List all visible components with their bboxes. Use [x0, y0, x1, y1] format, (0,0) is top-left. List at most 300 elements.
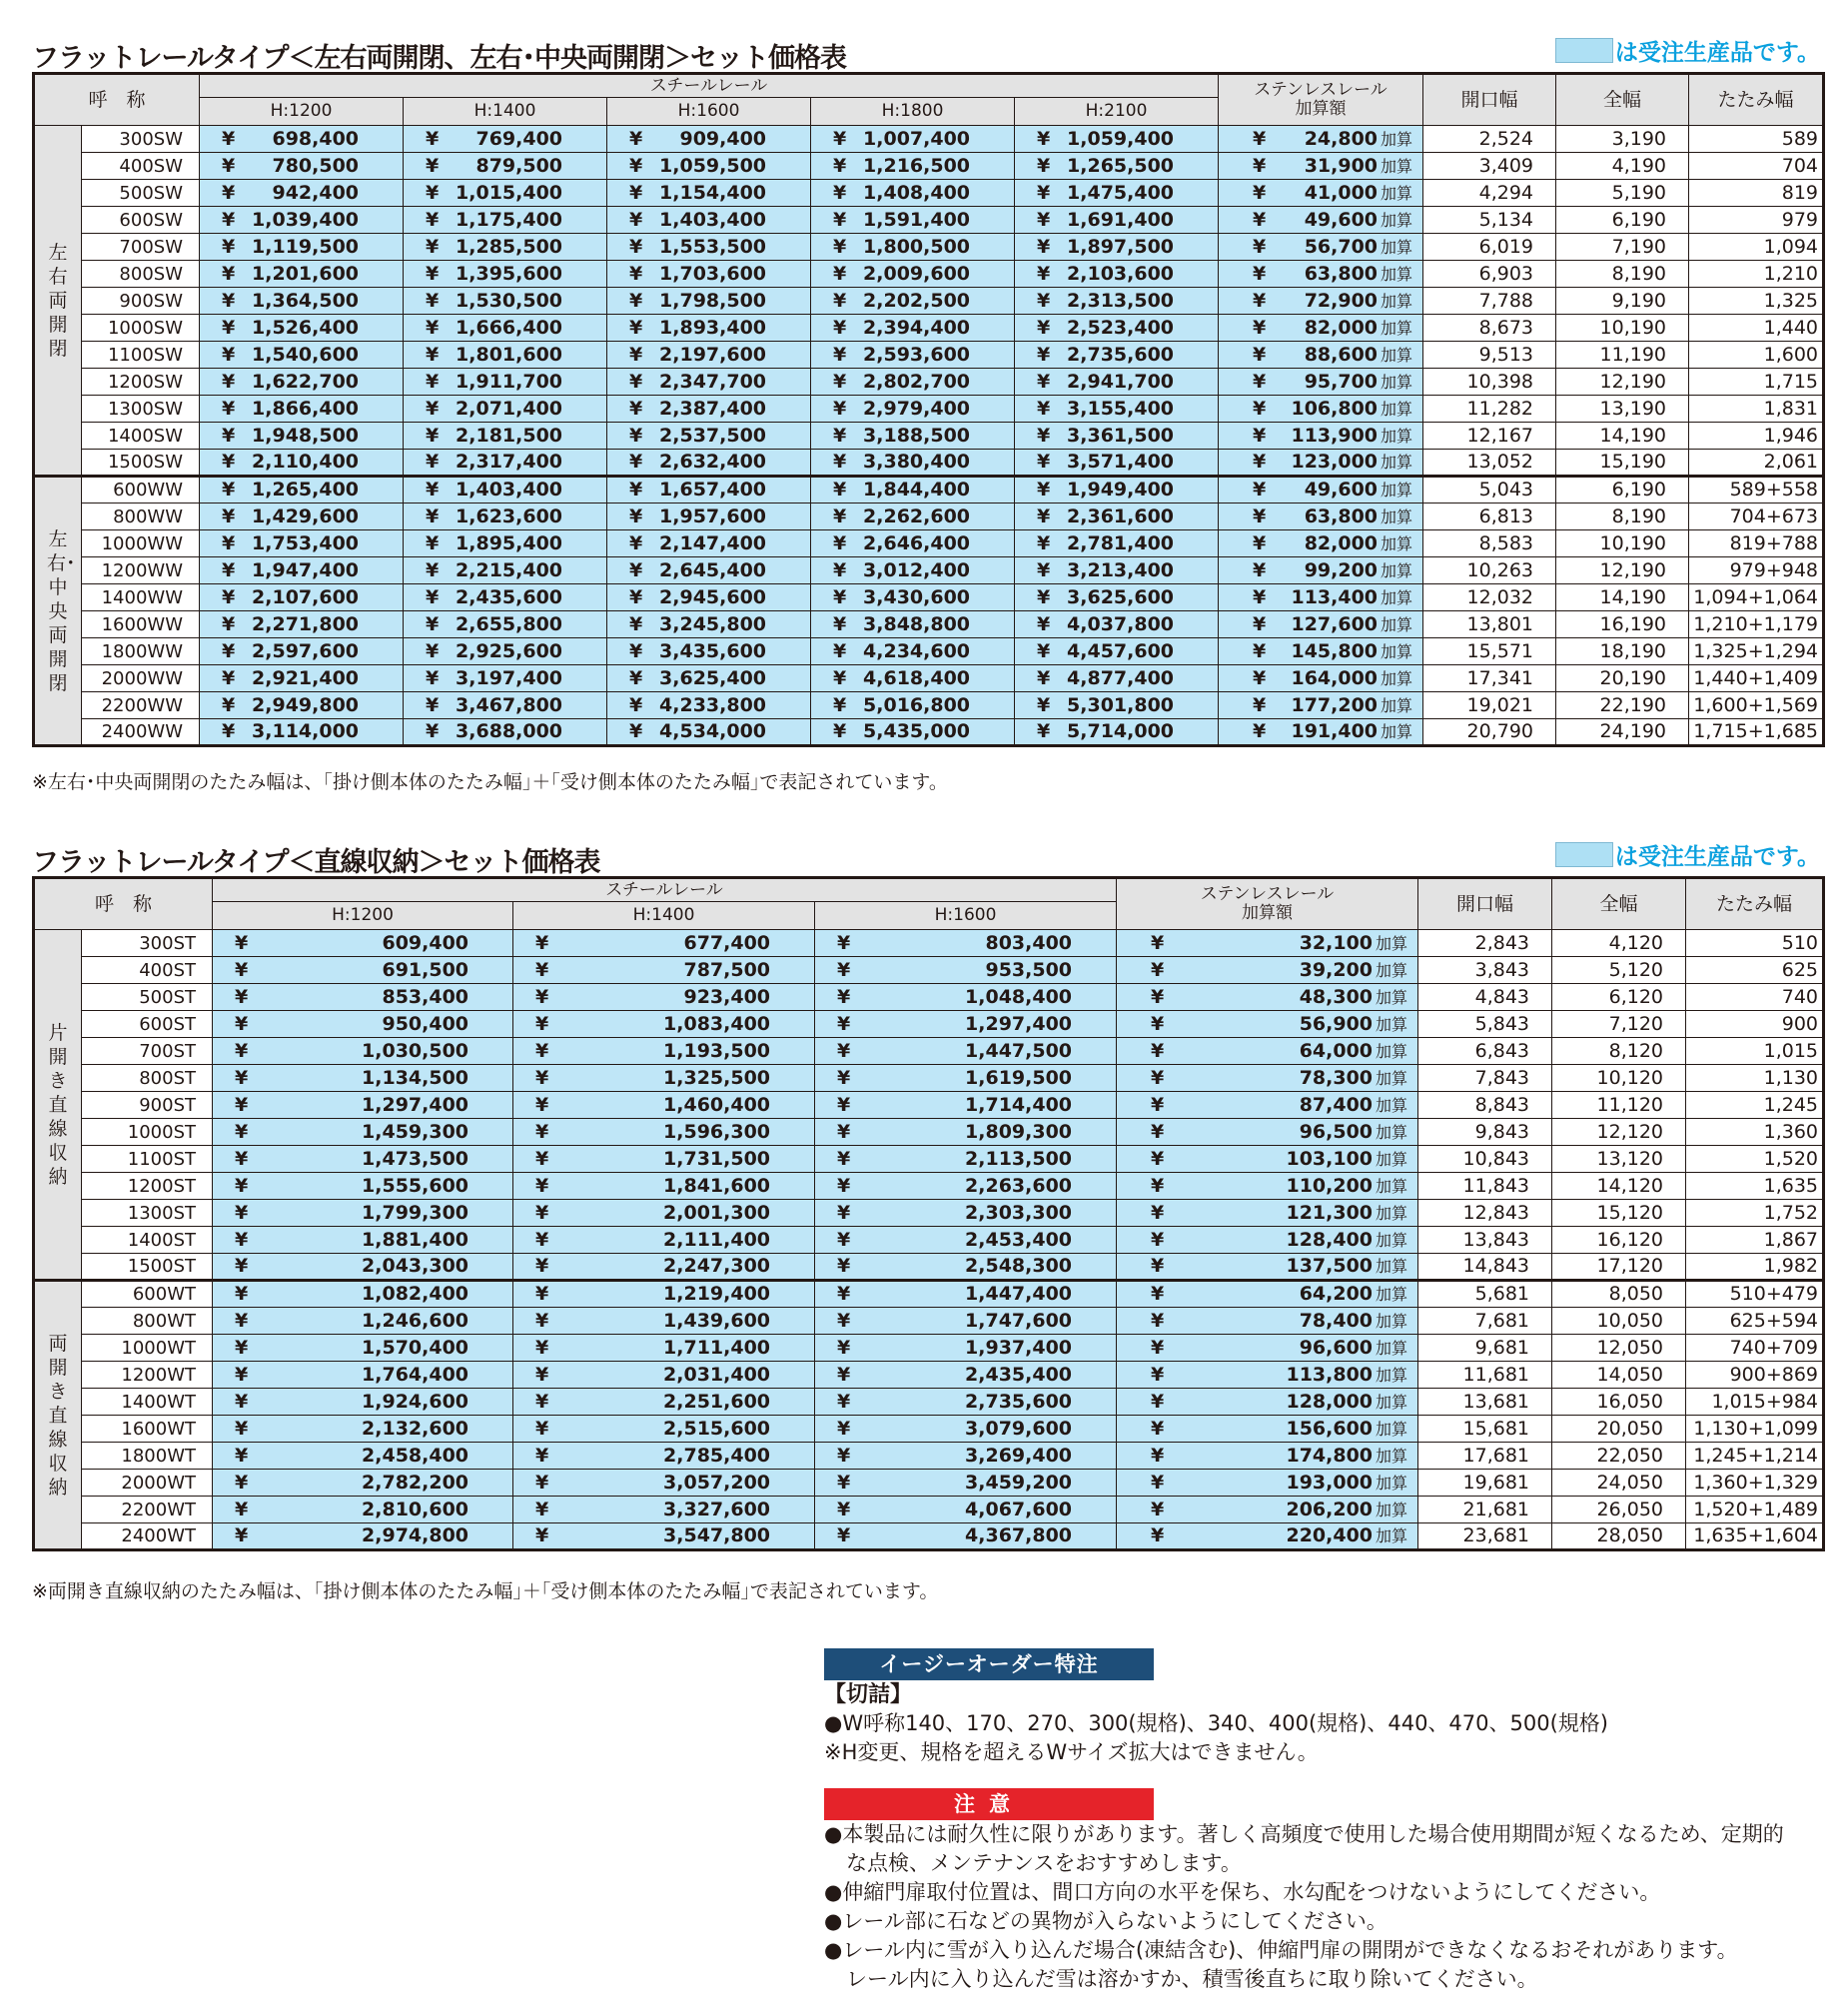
stainless-add-cell — [1219, 207, 1423, 234]
price-cell — [200, 261, 404, 288]
yen-sign: ¥ — [629, 289, 643, 312]
yen-sign: ¥ — [1037, 693, 1051, 716]
table-row — [34, 423, 1824, 450]
total-width: 8,120 — [1552, 1038, 1686, 1065]
folded-width: 1,440 — [1689, 315, 1824, 342]
yen-sign: ¥ — [1037, 558, 1051, 581]
stainless-add-cell — [1219, 288, 1423, 315]
stainless-add-value: 49,600 — [1304, 208, 1379, 231]
stainless-add-cell — [1117, 1011, 1418, 1038]
price-cell — [404, 557, 607, 584]
opening-width: 9,843 — [1418, 1119, 1552, 1146]
price-cell — [1015, 611, 1219, 638]
total-width: 7,190 — [1556, 234, 1689, 261]
price-cell — [811, 719, 1015, 746]
stainless-add-value: 110,200 — [1286, 1174, 1374, 1197]
yen-sign: ¥ — [426, 316, 440, 339]
price-cell — [213, 1470, 513, 1497]
model-name: 600WW — [82, 477, 200, 504]
price-value: 2,941,700 — [1067, 370, 1175, 393]
model-name: 1400ST — [82, 1227, 213, 1254]
price-cell — [1015, 315, 1219, 342]
total-width: 6,120 — [1552, 984, 1686, 1011]
price-cell — [815, 1092, 1117, 1119]
price-cell — [1015, 369, 1219, 396]
price-cell — [1015, 557, 1219, 584]
price-cell — [513, 1119, 815, 1146]
price-cell — [513, 1200, 815, 1227]
price-value: 1,447,500 — [965, 1039, 1073, 1062]
yen-sign: ¥ — [235, 1417, 249, 1440]
stainless-add-value: 156,600 — [1286, 1417, 1374, 1440]
total-width: 10,120 — [1552, 1065, 1686, 1092]
price-value: 1,947,400 — [252, 558, 360, 581]
price-cell — [513, 1308, 815, 1335]
total-width: 4,190 — [1556, 153, 1689, 180]
price-value: 1,798,500 — [659, 289, 767, 312]
price-cell — [1015, 396, 1219, 423]
table-row — [34, 1389, 1824, 1416]
folded-width: 1,245 — [1686, 1092, 1824, 1119]
add-label: 加算 — [1376, 1446, 1408, 1466]
yen-sign: ¥ — [1037, 181, 1051, 204]
table-1-title: フラットレールタイプ＜左右両開閉、左右･中央両開閉＞セット価格表 — [32, 43, 846, 74]
opening-width: 5,134 — [1423, 207, 1556, 234]
add-label: 加算 — [1376, 933, 1408, 953]
yen-sign: ¥ — [235, 1336, 249, 1359]
stainless-add-cell — [1117, 984, 1418, 1011]
total-width: 10,190 — [1556, 530, 1689, 557]
price-value: 2,979,400 — [863, 397, 971, 420]
yen-sign: ¥ — [837, 1524, 851, 1546]
yen-sign: ¥ — [1151, 1363, 1165, 1386]
yen-sign: ¥ — [629, 720, 643, 742]
folded-width: 1,094+1,064 — [1689, 584, 1824, 611]
add-label: 加算 — [1381, 426, 1413, 446]
stainless-add-cell — [1219, 342, 1423, 369]
total-width: 26,050 — [1552, 1497, 1686, 1523]
yen-sign: ¥ — [1253, 504, 1267, 527]
price-cell — [404, 234, 607, 261]
price-cell — [815, 1362, 1117, 1389]
price-value: 1,134,500 — [362, 1066, 469, 1089]
price-value: 1,403,400 — [659, 208, 767, 231]
price-value: 2,107,600 — [252, 585, 360, 608]
yen-sign: ¥ — [1037, 504, 1051, 527]
yen-sign: ¥ — [1037, 666, 1051, 689]
price-cell — [200, 288, 404, 315]
price-cell — [200, 584, 404, 611]
yen-sign: ¥ — [1037, 479, 1051, 501]
price-cell — [815, 1038, 1117, 1065]
price-value: 1,039,400 — [252, 208, 360, 231]
price-value: 677,400 — [683, 931, 771, 954]
price-value: 2,317,400 — [456, 451, 563, 473]
table-row — [34, 1173, 1824, 1200]
stainless-add-value: 39,200 — [1299, 958, 1374, 981]
model-name: 2000WT — [82, 1470, 213, 1497]
stainless-add-value: 63,800 — [1304, 262, 1379, 285]
yen-sign: ¥ — [833, 504, 847, 527]
model-name: 1800WW — [82, 638, 200, 665]
table-1-body — [34, 126, 1824, 746]
total-width: 13,190 — [1556, 396, 1689, 423]
yen-sign: ¥ — [1151, 1417, 1165, 1440]
price-value: 1,403,400 — [456, 479, 563, 501]
yen-sign: ¥ — [222, 639, 236, 662]
price-cell — [1015, 504, 1219, 530]
price-value: 2,110,400 — [252, 451, 360, 473]
price-value: 698,400 — [272, 127, 360, 150]
price-value: 1,895,400 — [456, 531, 563, 554]
price-value: 2,271,800 — [252, 612, 360, 635]
add-label: 加算 — [1376, 1365, 1408, 1385]
header-folded-width: たたみ幅 — [1686, 878, 1824, 930]
price-value: 1,591,400 — [863, 208, 971, 231]
header-total-width: 全幅 — [1552, 878, 1686, 930]
stainless-add-value: 164,000 — [1291, 666, 1379, 689]
price-value: 3,848,800 — [863, 612, 971, 635]
model-name: 1000WW — [82, 530, 200, 557]
yen-sign: ¥ — [837, 1039, 851, 1062]
model-name: 800WW — [82, 504, 200, 530]
folded-width: 1,715 — [1689, 369, 1824, 396]
price-cell — [811, 288, 1015, 315]
yen-sign: ¥ — [1037, 127, 1051, 150]
model-name: 600SW — [82, 207, 200, 234]
price-value: 3,430,600 — [863, 585, 971, 608]
total-width: 12,050 — [1552, 1335, 1686, 1362]
price-value: 2,453,400 — [965, 1228, 1073, 1251]
model-name: 1300SW — [82, 396, 200, 423]
folded-width: 1,245+1,214 — [1686, 1443, 1824, 1470]
add-label: 加算 — [1381, 372, 1413, 392]
price-cell — [213, 1092, 513, 1119]
stainless-add-cell — [1219, 180, 1423, 207]
price-cell — [213, 1497, 513, 1523]
yen-sign: ¥ — [837, 1066, 851, 1089]
table-row — [34, 611, 1824, 638]
price-value: 2,949,800 — [252, 693, 360, 716]
group-label-text: 左右･中央両開閉 — [47, 527, 76, 694]
price-cell — [607, 423, 811, 450]
model-name: 300SW — [82, 126, 200, 153]
price-table-section-1 — [32, 32, 1822, 791]
total-width: 14,190 — [1556, 423, 1689, 450]
folded-width: 510 — [1686, 930, 1824, 957]
price-value: 2,945,600 — [659, 585, 767, 608]
price-value: 3,269,400 — [965, 1444, 1073, 1467]
yen-sign: ¥ — [629, 262, 643, 285]
stainless-add-cell — [1219, 369, 1423, 396]
model-name: 1600WW — [82, 611, 200, 638]
price-cell — [200, 234, 404, 261]
price-value: 3,079,600 — [965, 1417, 1073, 1440]
yen-sign: ¥ — [833, 397, 847, 420]
price-value: 1,083,400 — [663, 1012, 771, 1035]
price-cell — [607, 477, 811, 504]
price-cell — [607, 207, 811, 234]
add-label: 加算 — [1376, 1014, 1408, 1034]
made-to-order-legend — [1555, 34, 1820, 67]
opening-width: 3,409 — [1423, 153, 1556, 180]
yen-sign: ¥ — [1037, 154, 1051, 177]
stainless-add-value: 145,800 — [1291, 639, 1379, 662]
price-cell — [513, 1335, 815, 1362]
price-cell — [404, 207, 607, 234]
yen-sign: ¥ — [837, 1147, 851, 1170]
price-cell — [811, 261, 1015, 288]
price-value: 1,015,400 — [456, 181, 563, 204]
table-row — [34, 638, 1824, 665]
add-label: 加算 — [1381, 264, 1413, 284]
price-value: 1,030,500 — [362, 1039, 469, 1062]
model-name: 700ST — [82, 1038, 213, 1065]
price-cell — [1015, 261, 1219, 288]
add-label: 加算 — [1381, 318, 1413, 338]
price-value: 2,113,500 — [965, 1147, 1073, 1170]
total-width: 3,190 — [1556, 126, 1689, 153]
yen-sign: ¥ — [222, 235, 236, 258]
total-width: 24,190 — [1556, 719, 1689, 746]
group-label — [34, 126, 82, 477]
yen-sign: ¥ — [629, 693, 643, 716]
opening-width: 12,843 — [1418, 1200, 1552, 1227]
table-2-body — [34, 930, 1824, 1550]
opening-width: 14,843 — [1418, 1254, 1552, 1281]
price-cell — [213, 1038, 513, 1065]
total-width: 15,190 — [1556, 450, 1689, 477]
price-cell — [213, 1443, 513, 1470]
add-label: 加算 — [1381, 183, 1413, 203]
price-value: 1,216,500 — [863, 154, 971, 177]
price-cell — [607, 234, 811, 261]
stainless-add-cell — [1117, 1146, 1418, 1173]
yen-sign: ¥ — [833, 208, 847, 231]
total-width: 24,050 — [1552, 1470, 1686, 1497]
yen-sign: ¥ — [235, 1120, 249, 1143]
price-value: 2,537,500 — [659, 424, 767, 447]
folded-width: 1,130+1,099 — [1686, 1416, 1824, 1443]
price-cell — [213, 1416, 513, 1443]
opening-width: 5,681 — [1418, 1281, 1552, 1308]
price-cell — [513, 1227, 815, 1254]
yen-sign: ¥ — [837, 1471, 851, 1494]
caution-line: な点検、メンテナンスをおすすめします。 — [846, 1851, 1242, 1875]
easy-order-line: ※H変更、規格を超えるWサイズ拡大はできません。 — [824, 1740, 1319, 1764]
price-cell — [404, 530, 607, 557]
header-height: H:2100 — [1015, 98, 1219, 126]
price-value: 3,625,600 — [1067, 585, 1175, 608]
price-value: 780,500 — [272, 154, 360, 177]
stainless-add-cell — [1219, 665, 1423, 692]
model-name: 1200WW — [82, 557, 200, 584]
table-row — [34, 153, 1824, 180]
price-cell — [404, 180, 607, 207]
price-value: 1,007,400 — [863, 127, 971, 150]
price-cell — [404, 126, 607, 153]
opening-width: 19,681 — [1418, 1470, 1552, 1497]
price-value: 1,530,500 — [456, 289, 563, 312]
yen-sign: ¥ — [1151, 1012, 1165, 1035]
yen-sign: ¥ — [1151, 1039, 1165, 1062]
price-cell — [607, 396, 811, 423]
stainless-add-cell — [1219, 719, 1423, 746]
stainless-add-value: 113,400 — [1291, 585, 1379, 608]
price-cell — [811, 557, 1015, 584]
yen-sign: ¥ — [222, 181, 236, 204]
price-value: 1,460,400 — [663, 1093, 771, 1116]
price-value: 3,571,400 — [1067, 451, 1175, 473]
price-cell — [815, 1065, 1117, 1092]
yen-sign: ¥ — [235, 1066, 249, 1089]
price-value: 1,201,600 — [252, 262, 360, 285]
price-value: 2,632,400 — [659, 451, 767, 473]
price-value: 1,082,400 — [362, 1283, 469, 1305]
yen-sign: ¥ — [222, 424, 236, 447]
caution-line: ●レール部に石などの異物が入らないようにしてください。 — [824, 1909, 1387, 1933]
caution-heading: 注意 — [824, 1788, 1154, 1820]
price-value: 1,265,500 — [1067, 154, 1175, 177]
stainless-add-value: 56,900 — [1299, 1012, 1374, 1035]
yen-sign: ¥ — [1151, 1471, 1165, 1494]
caution-line: ●伸縮門扉取付位置は、間口方向の水平を保ち、水勾配をつけないようにしてください。 — [824, 1880, 1661, 1904]
group-label — [34, 1281, 82, 1550]
price-cell — [513, 1173, 815, 1200]
price-cell — [513, 1092, 815, 1119]
yen-sign: ¥ — [426, 504, 440, 527]
price-value: 1,154,400 — [659, 181, 767, 204]
yen-sign: ¥ — [222, 531, 236, 554]
stainless-add-value: 78,400 — [1299, 1309, 1374, 1332]
yen-sign: ¥ — [535, 1228, 549, 1251]
price-value: 2,785,400 — [663, 1444, 771, 1467]
opening-width: 3,843 — [1418, 957, 1552, 984]
price-cell — [811, 342, 1015, 369]
yen-sign: ¥ — [629, 397, 643, 420]
add-label: 加算 — [1376, 1095, 1408, 1115]
model-name: 1000SW — [82, 315, 200, 342]
price-value: 4,367,800 — [965, 1524, 1073, 1546]
total-width: 11,190 — [1556, 342, 1689, 369]
stainless-add-value: 96,500 — [1299, 1120, 1374, 1143]
folded-width: 819 — [1689, 180, 1824, 207]
header-height: H:1200 — [200, 98, 404, 126]
yen-sign: ¥ — [1253, 531, 1267, 554]
add-label: 加算 — [1381, 399, 1413, 419]
yen-sign: ¥ — [629, 558, 643, 581]
price-cell — [815, 1227, 1117, 1254]
table-row — [34, 477, 1824, 504]
yen-sign: ¥ — [629, 666, 643, 689]
price-cell — [607, 342, 811, 369]
model-name: 400ST — [82, 957, 213, 984]
price-value: 1,439,600 — [663, 1309, 771, 1332]
folded-width: 589+558 — [1689, 477, 1824, 504]
price-cell — [404, 719, 607, 746]
price-cell — [607, 315, 811, 342]
yen-sign: ¥ — [629, 451, 643, 473]
price-cell — [200, 315, 404, 342]
price-value: 1,219,400 — [663, 1283, 771, 1305]
price-cell — [513, 1038, 815, 1065]
easy-order-line: ●W呼称140、170、270、300(規格)、340、400(規格)、440、470、500(規格) — [824, 1711, 1608, 1735]
yen-sign: ¥ — [1037, 397, 1051, 420]
opening-width: 10,843 — [1418, 1146, 1552, 1173]
table-row — [34, 450, 1824, 477]
price-value: 1,364,500 — [252, 289, 360, 312]
price-value: 3,188,500 — [863, 424, 971, 447]
stainless-add-cell — [1117, 1389, 1418, 1416]
legend-swatch — [1555, 842, 1613, 867]
price-cell — [200, 692, 404, 719]
opening-width: 23,681 — [1418, 1523, 1552, 1550]
yen-sign: ¥ — [1253, 181, 1267, 204]
price-value: 1,526,400 — [252, 316, 360, 339]
opening-width: 19,021 — [1423, 692, 1556, 719]
stainless-add-cell — [1219, 530, 1423, 557]
stainless-add-cell — [1219, 692, 1423, 719]
yen-sign: ¥ — [222, 154, 236, 177]
add-label: 加算 — [1381, 210, 1413, 230]
opening-width: 6,813 — [1423, 504, 1556, 530]
price-cell — [815, 1497, 1117, 1523]
price-cell — [513, 1497, 815, 1523]
model-name: 1400SW — [82, 423, 200, 450]
price-cell — [1015, 530, 1219, 557]
add-label: 加算 — [1376, 987, 1408, 1007]
yen-sign: ¥ — [629, 154, 643, 177]
price-value: 1,429,600 — [252, 504, 360, 527]
legend-swatch — [1555, 38, 1613, 63]
price-cell — [404, 261, 607, 288]
price-cell — [607, 261, 811, 288]
model-name: 2200WT — [82, 1497, 213, 1523]
stainless-add-cell — [1219, 423, 1423, 450]
price-value: 1,570,400 — [362, 1336, 469, 1359]
price-value: 1,540,600 — [252, 343, 360, 366]
price-value: 1,193,500 — [663, 1039, 771, 1062]
total-width: 5,120 — [1552, 957, 1686, 984]
yen-sign: ¥ — [1037, 451, 1051, 473]
price-cell — [1015, 180, 1219, 207]
folded-width: 979 — [1689, 207, 1824, 234]
total-width: 12,190 — [1556, 369, 1689, 396]
yen-sign: ¥ — [629, 479, 643, 501]
price-value: 2,735,600 — [965, 1390, 1073, 1413]
model-name: 600ST — [82, 1011, 213, 1038]
price-value: 3,380,400 — [863, 451, 971, 473]
add-label: 加算 — [1381, 237, 1413, 257]
yen-sign: ¥ — [222, 397, 236, 420]
price-value: 769,400 — [475, 127, 563, 150]
price-cell — [815, 1011, 1117, 1038]
stainless-add-value: 72,900 — [1304, 289, 1379, 312]
price-value: 2,347,700 — [659, 370, 767, 393]
yen-sign: ¥ — [837, 1283, 851, 1305]
folded-width: 1,325 — [1689, 288, 1824, 315]
price-cell — [607, 638, 811, 665]
yen-sign: ¥ — [837, 1309, 851, 1332]
table-row — [34, 692, 1824, 719]
price-value: 853,400 — [382, 985, 469, 1008]
price-cell — [811, 369, 1015, 396]
table-row — [34, 557, 1824, 584]
stainless-add-value: 177,200 — [1291, 693, 1379, 716]
yen-sign: ¥ — [222, 316, 236, 339]
add-label: 加算 — [1376, 1041, 1408, 1061]
price-value: 1,285,500 — [456, 235, 563, 258]
